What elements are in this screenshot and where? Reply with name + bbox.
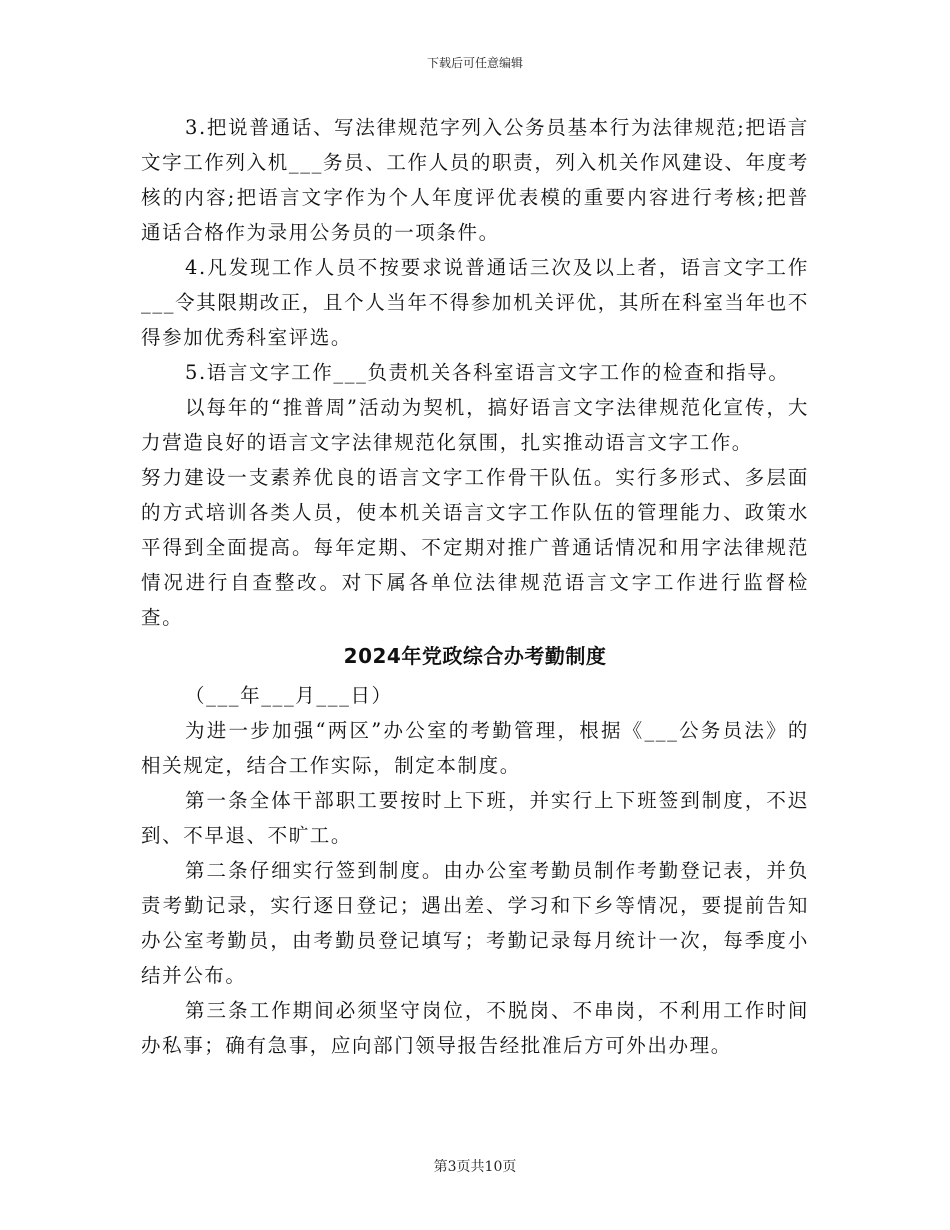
paragraph-item-4: 4.凡发现工作人员不按要求说普通话三次及以上者，语言文字工作___令其限期改正，且个人当年不得参加机关评优，其所在科室当年也不得参加优秀科室评选。: [141, 256, 809, 349]
paragraph-article-1: 第一条全体干部职工要按时上下班，并实行上下班签到制度，不迟到、不早退、不旷工。: [141, 789, 809, 847]
paragraph-team-building: 努力建设一支素养优良的语言文字工作骨干队伍。实行多形式、多层面的方式培训各类人员，使本机关语言文字工作队伍的管理能力、政策水平得到全面提高。每年定期、不定期对推广普通话情况和用字法律规范情况进行自查整改。对下属各单位法律规范语言文字工作进行监督检查。: [141, 466, 809, 629]
paragraph-item-5: 5.语言文字工作___负责机关各科室语言文字工作的检查和指导。: [185, 361, 790, 384]
section-title: 2024年党政综合办考勤制度: [343, 644, 607, 668]
page-number: 第3页共10页: [433, 1159, 517, 1175]
paragraph-intro: 为进一步加强“两区”办公室的考勤管理，根据《___公务员法》的相关规定，结合工作实际，制定本制度。: [141, 719, 809, 777]
paragraph-item-3: 3.把说普通话、写法律规范字列入公务员基本行为法律规范;把语言文字工作列入机___务员、工作人员的职责，列入机关作风建设、年度考核的内容;把语言文字作为个人年度评优表模的重要内容进行考核;把普通话合格作为录用公务员的一项条件。: [141, 116, 809, 244]
document-body: [141, 110, 809, 1063]
paragraph-article-2: 第二条仔细实行签到制度。由办公室考勤员制作考勤登记表，并负责考勤记录，实行逐日登记；遇出差、学习和下乡等情况，要提前告知办公室考勤员，由考勤员登记填写；考勤记录每月统计一次，每季度小结并公布。: [141, 859, 809, 987]
page-header: 下载后可任意编辑: [426, 56, 523, 70]
paragraph-article-3: 第三条工作期间必须坚守岗位，不脱岗、不串岗，不利用工作时间办私事；确有急事，应向部门领导报告经批准后方可外出办理。: [141, 999, 809, 1057]
paragraph-promotion-week: 以每年的“推普周”活动为契机，搞好语言文字法律规范化宣传，大力营造良好的语言文字法律规范化氛围，扎实推动语言文字工作。: [141, 396, 809, 454]
date-line: （___年___月___日）: [185, 684, 393, 707]
